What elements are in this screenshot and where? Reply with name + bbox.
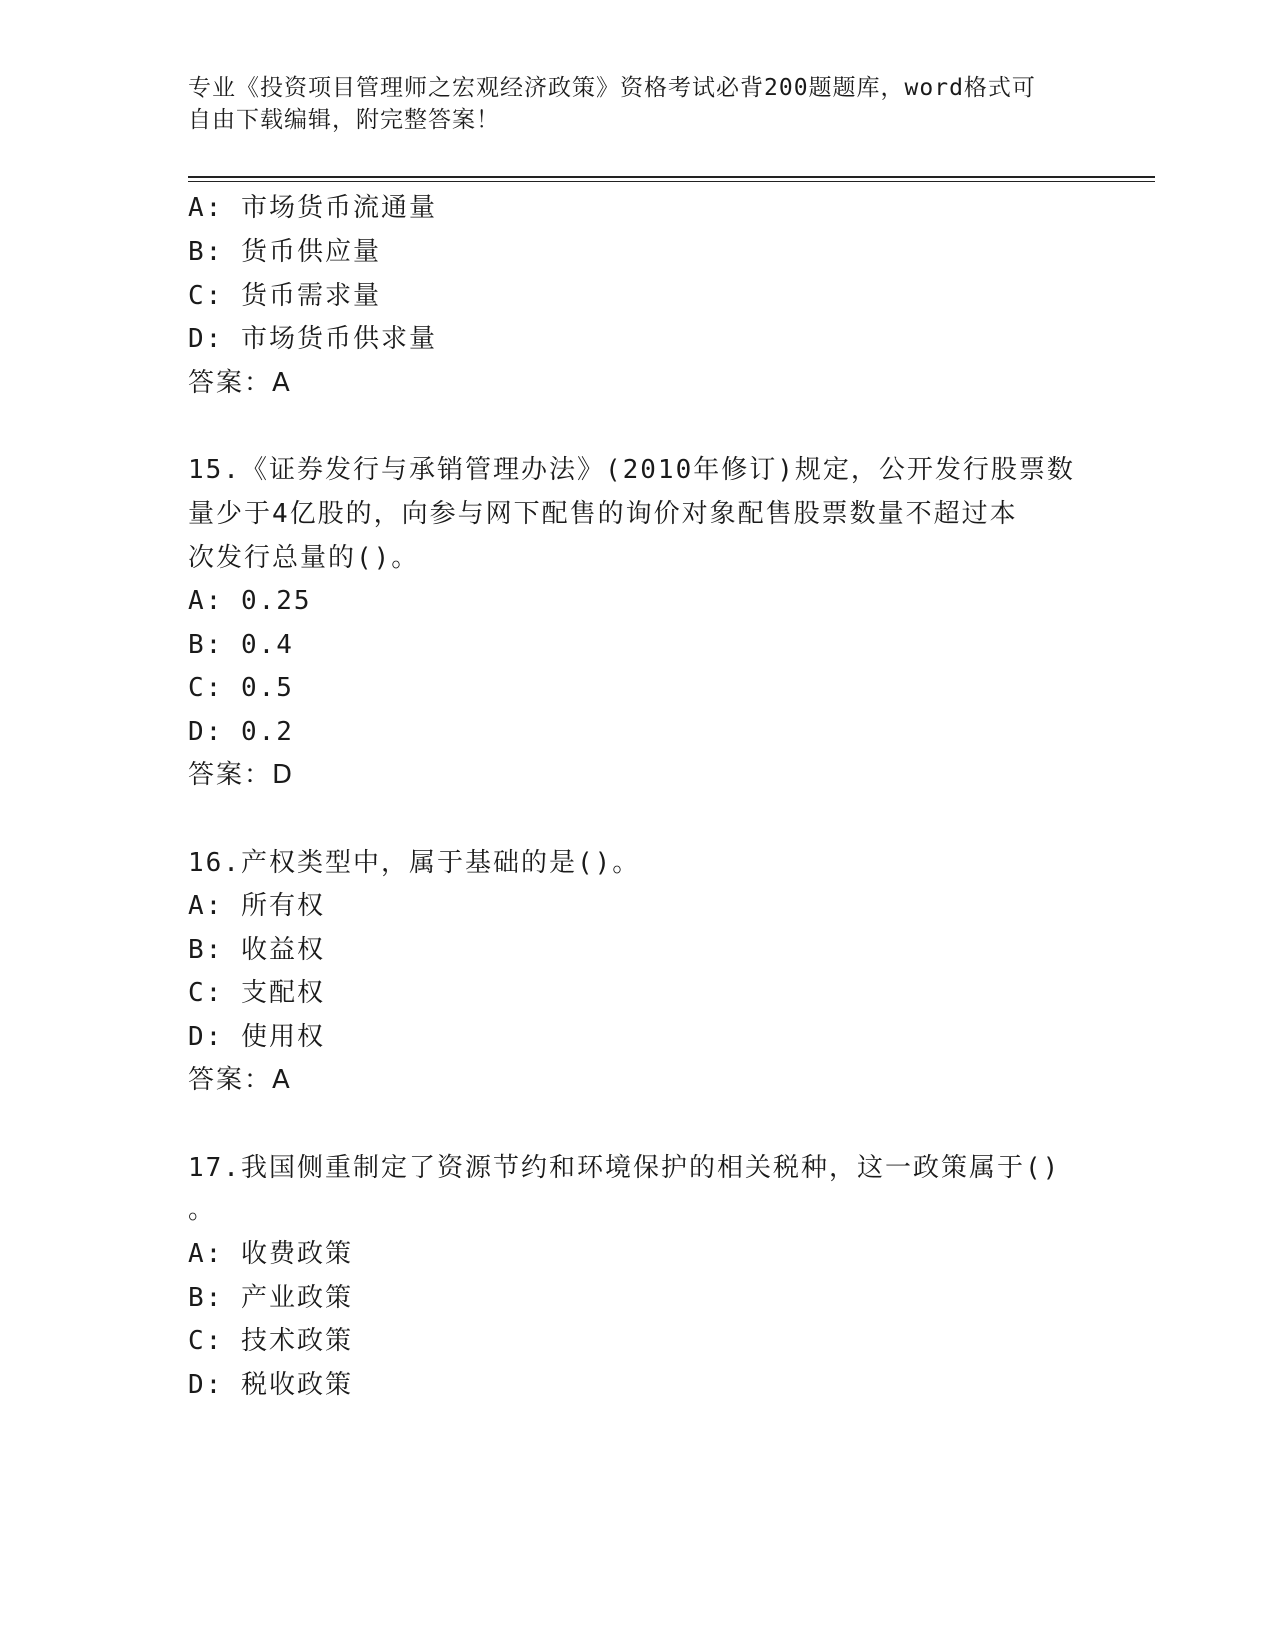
q15-option-d: D: 0.2 <box>188 717 294 747</box>
q14-option-c: C: 货币需求量 <box>188 281 381 311</box>
q15-answer: 答案：D <box>188 760 295 790</box>
q15-stem-line-1: 15.《证券发行与承销管理办法》(2010年修订)规定，公开发行股票数 <box>188 455 1075 485</box>
q14-answer: 答案：A <box>188 368 292 398</box>
q17-option-b: B: 产业政策 <box>188 1283 353 1313</box>
q16-stem-line-1: 16.产权类型中，属于基础的是()。 <box>188 848 641 878</box>
header-line-1: 专业《投资项目管理师之宏观经济政策》资格考试必背200题题库，word格式可 <box>188 75 1036 101</box>
q16-option-d: D: 使用权 <box>188 1022 325 1052</box>
header-rule-thin <box>188 181 1155 182</box>
q14-option-a: A: 市场货币流通量 <box>188 193 437 223</box>
q14-option-b: B: 货币供应量 <box>188 237 381 267</box>
header-rule-thick <box>188 176 1155 178</box>
q17-option-d: D: 税收政策 <box>188 1370 353 1400</box>
q14-option-d: D: 市场货币供求量 <box>188 324 437 354</box>
q15-option-b: B: 0.4 <box>188 630 294 660</box>
q16-answer: 答案：A <box>188 1065 292 1095</box>
q16-option-a: A: 所有权 <box>188 891 325 921</box>
q15-option-c: C: 0.5 <box>188 673 294 703</box>
q16-option-b: B: 收益权 <box>188 935 325 965</box>
q17-option-a: A: 收费政策 <box>188 1239 353 1269</box>
q15-stem-line-3: 次发行总量的()。 <box>188 543 420 573</box>
header-line-2: 自由下载编辑，附完整答案！ <box>188 107 500 133</box>
document-header <box>188 72 1088 136</box>
q15-stem-line-2: 量少于4亿股的，向参与网下配售的询价对象配售股票数量不超过本 <box>188 499 1018 529</box>
q16-option-c: C: 支配权 <box>188 978 325 1008</box>
q17-option-c: C: 技术政策 <box>188 1326 353 1356</box>
q17-stem-line-1: 17.我国侧重制定了资源节约和环境保护的相关税种，这一政策属于() <box>188 1153 1061 1183</box>
q17-stem-line-2: 。 <box>188 1195 217 1225</box>
q15-option-a: A: 0.25 <box>188 586 312 616</box>
